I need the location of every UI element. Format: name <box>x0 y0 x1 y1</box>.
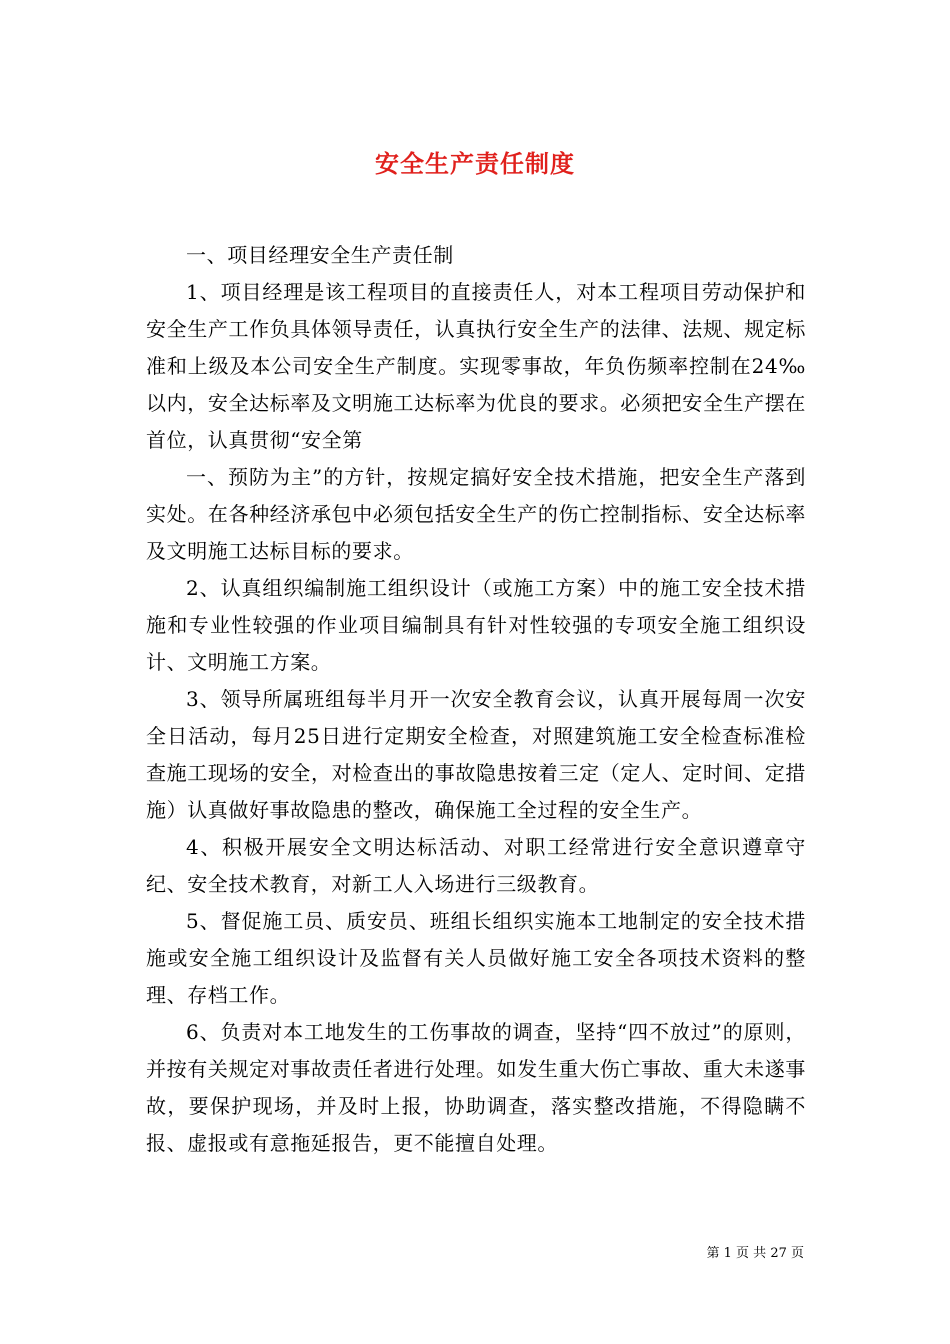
paragraph-6: 5、督促施工员、质安员、班组长组织实施本工地制定的安全技术措施或安全施工组织设计及监督有关人员做好施工安全各项技术资料的整理、存档工作。 <box>146 909 806 1007</box>
paragraph-5: 4、积极开展安全文明达标活动、对职工经常进行安全意识遵章守纪、安全技术教育，对新工人入场进行三级教育。 <box>146 835 806 896</box>
paragraph-4: 3、领导所属班组每半月开一次安全教育会议，认真开展每周一次安全日活动，每月25日进行定期安全检查，对照建筑施工安全检查标准检查施工现场的安全，对检查出的事故隐患按着三定（定人、定时间、定措施）认真做好事故隐患的整改，确保施工全过程的安全生产。 <box>146 687 806 822</box>
paragraph-7: 6、负责对本工地发生的工伤事故的调查，坚持“四不放过”的原则，并按有关规定对事故责任者进行处理。如发生重大伤亡事故、重大未遂事故，要保护现场，并及时上报，协助调查，落实整改措施，不得隐瞒不报、虚报或有意拖延报告，更不能擅自处理。 <box>146 1020 806 1155</box>
paragraph-1: 1、项目经理是该工程项目的直接责任人，对本工程项目劳动保护和安全生产工作负具体领导责任，认真执行安全生产的法律、法规、规定标准和上级及本公司安全生产制度。实现零事故，年负伤频率控制在24‰以内，安全达标率及文明施工达标率为优良的要求。必须把安全生产摆在首位，认真贯彻“安全第 <box>146 280 806 452</box>
document-body <box>146 237 806 1162</box>
page-number-footer: 第 1 页 共 27 页 <box>706 1246 804 1261</box>
paragraph-2: 一、预防为主”的方针，按规定搞好安全技术措施，把安全生产落到实处。在各种经济承包中必须包括安全生产的伤亡控制指标、安全达标率及文明施工达标目标的要求。 <box>146 465 806 563</box>
document-title: 安全生产责任制度 <box>375 149 575 179</box>
section-heading: 一、项目经理安全生产责任制 <box>186 243 454 267</box>
paragraph-3: 2、认真组织编制施工组织设计（或施工方案）中的施工安全技术措施和专业性较强的作业项目编制具有针对性较强的专项安全施工组织设计、文明施工方案。 <box>146 576 806 674</box>
